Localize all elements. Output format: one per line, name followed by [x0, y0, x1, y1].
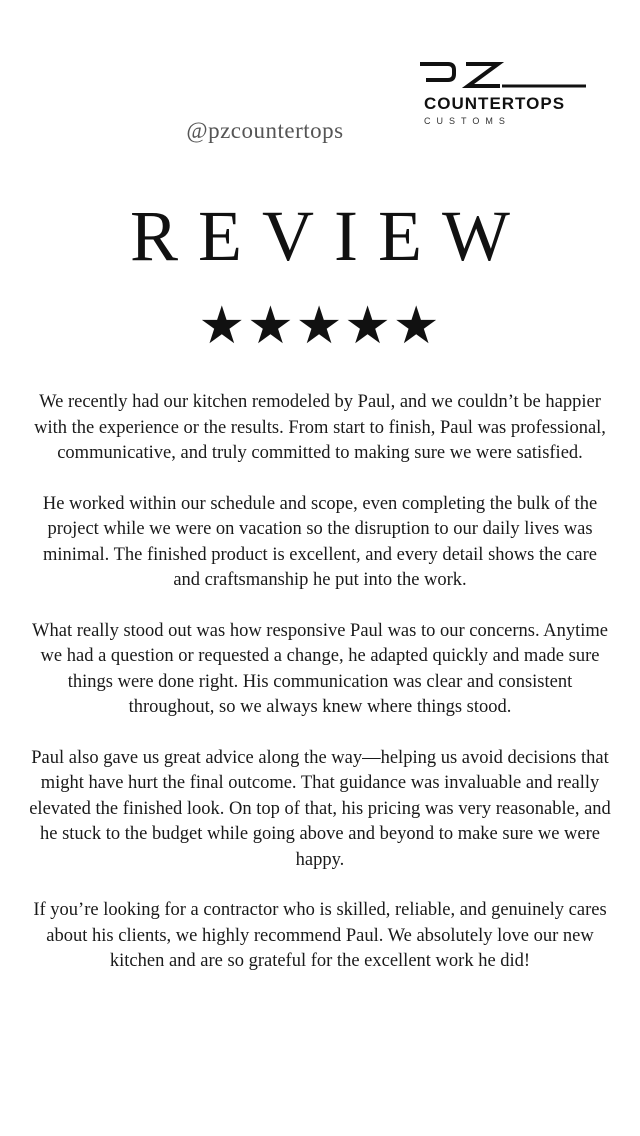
pz-logo-mark: [418, 56, 590, 92]
review-paragraph: We recently had our kitchen remodeled by Paul, and we couldn’t be happier with the experience or the results. From start to finish, Paul was professional, communicative, and truly committed to making sure we were satisfied.: [34, 392, 606, 463]
social-handle: @pzcountertops: [186, 118, 344, 143]
review-paragraph: If you’re looking for a contractor who is skilled, reliable, and genuinely cares about his clients, we highly recommend Paul. We absolutely love our new kitchen and are so grateful for the excellent work he did!: [33, 900, 607, 971]
logo-name: COUNTERTOPS: [424, 94, 566, 113]
page-title: REVIEW: [130, 196, 530, 276]
review-body: [28, 390, 612, 1000]
review-paragraph: Paul also gave us great advice along the way—helping us avoid decisions that might have hurt the final outcome. That guidance was invaluable and really elevated the finished look. On top of that, his pricing was very reasonable, and he stuck to the budget while going above and beyond to make sure we were happy.: [29, 747, 611, 870]
review-paragraph: He worked within our schedule and scope, even completing the bulk of the project while we were on vacation so the disruption to our daily lives was minimal. The finished product is excellent, and every detail shows the care and craftsmanship he put into the work.: [42, 493, 598, 590]
rating-stars: ★★★★★: [198, 296, 442, 356]
review-paragraph: What really stood out was how responsive Paul was to our concerns. Anytime we had a question or requested a change, he adapted quickly and made sure things were done right. His communication was clear and consistent throughout, so we always knew where things stood.: [32, 620, 608, 717]
logo-subtitle: CUSTOMS: [424, 116, 511, 126]
